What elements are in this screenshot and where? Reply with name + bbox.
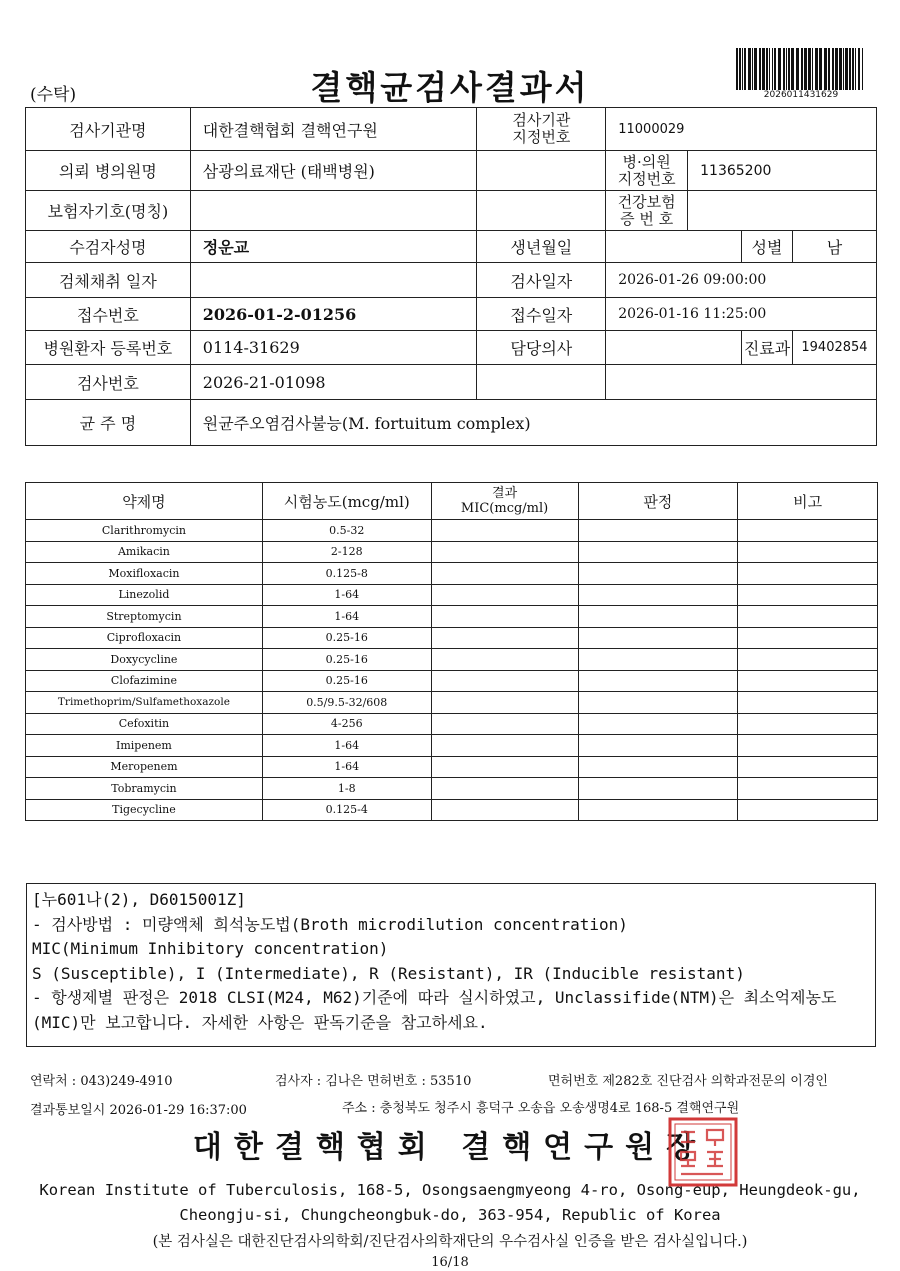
- cell-remark: [738, 541, 878, 563]
- note-line: - 검사방법 : 미량액체 희석농도법(Broth microdilution concentration): [32, 914, 628, 934]
- cell-judgement: [578, 649, 738, 671]
- cell-judgement: [578, 606, 738, 628]
- cell-judgement: [578, 541, 738, 563]
- range-header: 시험농도(mcg/ml): [262, 483, 431, 520]
- cell-drug: Clarithromycin: [26, 520, 263, 542]
- cell-mic: [431, 692, 578, 714]
- organization-name: 대한결핵협회 결핵연구원장: [192, 1130, 708, 1165]
- test-no-label: 검사번호: [26, 365, 191, 400]
- test-date: 2026-01-26 09:00:00: [606, 263, 877, 298]
- cell-drug: Amikacin: [26, 541, 263, 563]
- table-row: [26, 778, 878, 800]
- cell-drug: Linezolid: [26, 584, 263, 606]
- lab-code: 11000029: [606, 108, 877, 151]
- address-en-line2: Cheongju-si, Chungcheongbuk-do, 363-954, Republic of Korea: [179, 1206, 721, 1224]
- receipt-date: 2026-01-16 11:25:00: [606, 298, 877, 331]
- table-row: [26, 713, 878, 735]
- cell-drug: Streptomycin: [26, 606, 263, 628]
- cell-mic: [431, 799, 578, 821]
- cell-range: 1-64: [262, 735, 431, 757]
- official-seal-icon: [667, 1116, 739, 1188]
- cell-drug: Meropenem: [26, 756, 263, 778]
- cell-drug: Moxifloxacin: [26, 563, 263, 585]
- drug-header: 약제명: [26, 483, 263, 520]
- hospital-code-label: 병·의원 지정번호: [606, 151, 688, 191]
- cell-mic: [431, 778, 578, 800]
- collect-label: 검체채취 일자: [26, 263, 191, 298]
- table-row: [26, 756, 878, 778]
- cell-range: 0.25-16: [262, 670, 431, 692]
- cell-judgement: [578, 563, 738, 585]
- sutak-label: (수탁): [30, 85, 77, 105]
- note-line: S (Susceptible), I (Intermediate), R (Resistant), IR (Inducible resistant): [32, 963, 745, 983]
- remark-header: 비고: [738, 483, 878, 520]
- cell-remark: [738, 735, 878, 757]
- note-line: MIC(Minimum Inhibitory concentration): [32, 939, 389, 958]
- cell-mic: [431, 713, 578, 735]
- lab-name-label: 검사기관명: [26, 108, 191, 151]
- hospital-cell-empty: [477, 151, 606, 191]
- hospital-code: 11365200: [688, 151, 877, 191]
- insurance-value: [190, 191, 477, 231]
- cell-mic: [431, 627, 578, 649]
- cell-range: 1-64: [262, 606, 431, 628]
- insurance-label: 보험자기호(명칭): [26, 191, 191, 231]
- table-row: [26, 563, 878, 585]
- page-number: 16/18: [431, 1255, 469, 1270]
- judgement-header: 판정: [578, 483, 738, 520]
- cell-range: 0.5/9.5-32/608: [262, 692, 431, 714]
- cell-remark: [738, 713, 878, 735]
- cell-drug: Ciprofloxacin: [26, 627, 263, 649]
- test-no: 2026-21-01098: [190, 365, 477, 400]
- cell-range: 0.25-16: [262, 649, 431, 671]
- species-label: 균 주 명: [26, 400, 191, 446]
- cell-mic: [431, 606, 578, 628]
- cell-remark: [738, 670, 878, 692]
- cell-remark: [738, 649, 878, 671]
- cell-remark: [738, 584, 878, 606]
- cell-remark: [738, 627, 878, 649]
- note-line: [누601나(2), D6015001Z]: [32, 890, 246, 909]
- sex-label: 성별: [742, 231, 793, 263]
- barcode-number: 2026011431629: [763, 90, 839, 100]
- cell-drug: Clofazimine: [26, 670, 263, 692]
- cell-remark: [738, 692, 878, 714]
- cell-drug: Doxycycline: [26, 649, 263, 671]
- notify-datetime: 결과통보일시 2026-01-29 16:37:00: [30, 1103, 247, 1118]
- cell-range: 0.25-16: [262, 627, 431, 649]
- cell-remark: [738, 778, 878, 800]
- reg-no: 0114-31629: [190, 331, 477, 365]
- patient-name: 정운교: [190, 231, 477, 263]
- table-row: [26, 584, 878, 606]
- cell-range: 1-8: [262, 778, 431, 800]
- cell-mic: [431, 520, 578, 542]
- receipt-no-label: 접수번호: [26, 298, 191, 331]
- cell-drug: Cefoxitin: [26, 713, 263, 735]
- physician: 면허번호 제282호 진단검사 의학과전문의 이경인: [548, 1074, 828, 1089]
- cell-range: 1-64: [262, 584, 431, 606]
- cell-range: 0.125-4: [262, 799, 431, 821]
- birth-value: [606, 231, 742, 263]
- cell-drug: Trimethoprim/Sulfamethoxazole: [26, 692, 263, 714]
- cell-judgement: [578, 756, 738, 778]
- barcode-icon: [735, 48, 867, 90]
- table-row: [26, 627, 878, 649]
- cell-judgement: [578, 627, 738, 649]
- hospital-label: 의뢰 병의원명: [26, 151, 191, 191]
- cell-remark: [738, 756, 878, 778]
- cell-judgement: [578, 584, 738, 606]
- lab-name: 대한결핵협회 결핵연구원: [190, 108, 477, 151]
- contact: 연락처 : 043)249-4910: [30, 1074, 173, 1089]
- test-date-label: 검사일자: [477, 263, 606, 298]
- cell-judgement: [578, 713, 738, 735]
- cell-drug: Tigecycline: [26, 799, 263, 821]
- certification-note: (본 검사실은 대한진단검사의학회/진단검사의학재단의 우수검사실 인증을 받은 검사실입니다.): [152, 1234, 748, 1250]
- cell-mic: [431, 670, 578, 692]
- cell-judgement: [578, 520, 738, 542]
- receipt-date-label: 접수일자: [477, 298, 606, 331]
- table-row: [26, 649, 878, 671]
- cell-mic: [431, 584, 578, 606]
- cell-mic: [431, 735, 578, 757]
- test-no-cell-empty: [477, 365, 606, 400]
- cell-judgement: [578, 799, 738, 821]
- species-value: 원균주오염검사불능(M. fortuitum complex): [190, 400, 876, 446]
- address-en-line1: Korean Institute of Tuberculosis, 168-5, Osongsaengmyeong 4-ro, Osong-eup, Heungdeok-gu,: [39, 1181, 861, 1199]
- doctor-label: 담당의사: [477, 331, 606, 365]
- cell-mic: [431, 563, 578, 585]
- cell-remark: [738, 606, 878, 628]
- method-notes: [26, 883, 876, 1047]
- cell-judgement: [578, 735, 738, 757]
- result-header: 결과 MIC(mcg/ml): [431, 483, 578, 520]
- cell-mic: [431, 649, 578, 671]
- doctor-value: [606, 331, 742, 365]
- cell-judgement: [578, 670, 738, 692]
- table-row: [26, 799, 878, 821]
- table-row: [26, 606, 878, 628]
- dept-value: 19402854: [792, 331, 876, 365]
- dept-label: 진료과: [742, 331, 793, 365]
- cell-range: 0.125-8: [262, 563, 431, 585]
- birth-label: 생년월일: [477, 231, 606, 263]
- table-row: [26, 735, 878, 757]
- patient-label: 수검자성명: [26, 231, 191, 263]
- cell-mic: [431, 541, 578, 563]
- cell-remark: [738, 520, 878, 542]
- address-kr: 주소 : 충청북도 청주시 흥덕구 오송읍 오송생명4로 168-5 결핵연구원: [342, 1101, 740, 1116]
- cell-judgement: [578, 692, 738, 714]
- table-row: [26, 541, 878, 563]
- cell-range: 4-256: [262, 713, 431, 735]
- drug-susceptibility-table: [25, 482, 878, 821]
- reg-no-label: 병원환자 등록번호: [26, 331, 191, 365]
- collect-value: [190, 263, 477, 298]
- table-row: [26, 520, 878, 542]
- note-line: (MIC)만 보고합니다. 자세한 사항은 판독기준을 참고하세요.: [32, 1012, 488, 1032]
- health-ins-label: 건강보험 증 번 호: [606, 191, 688, 231]
- hospital-name: 삼광의료재단 (태백병원): [190, 151, 477, 191]
- cell-drug: Imipenem: [26, 735, 263, 757]
- cell-mic: [431, 756, 578, 778]
- receipt-no: 2026-01-2-01256: [190, 298, 477, 331]
- cell-judgement: [578, 778, 738, 800]
- page-title: 결핵균검사결과서: [310, 68, 590, 107]
- cell-range: 1-64: [262, 756, 431, 778]
- insurance-cell-empty: [477, 191, 606, 231]
- test-no-cell-empty-2: [606, 365, 877, 400]
- note-line: - 항생제별 판정은 2018 CLSI(M24, M62)기준에 따라 실시하였고, Unclassifide(NTM)은 최소억제농도: [32, 988, 837, 1007]
- table-row: [26, 692, 878, 714]
- lab-code-label: 검사기관 지정번호: [477, 108, 606, 151]
- cell-remark: [738, 799, 878, 821]
- examiner: 검사자 : 김나은 면허번호 : 53510: [275, 1074, 472, 1089]
- sex-value: 남: [792, 231, 876, 263]
- cell-range: 2-128: [262, 541, 431, 563]
- cell-remark: [738, 563, 878, 585]
- cell-drug: Tobramycin: [26, 778, 263, 800]
- patient-info-table: [25, 107, 877, 446]
- cell-range: 0.5-32: [262, 520, 431, 542]
- table-row: [26, 670, 878, 692]
- health-ins-value: [688, 191, 877, 231]
